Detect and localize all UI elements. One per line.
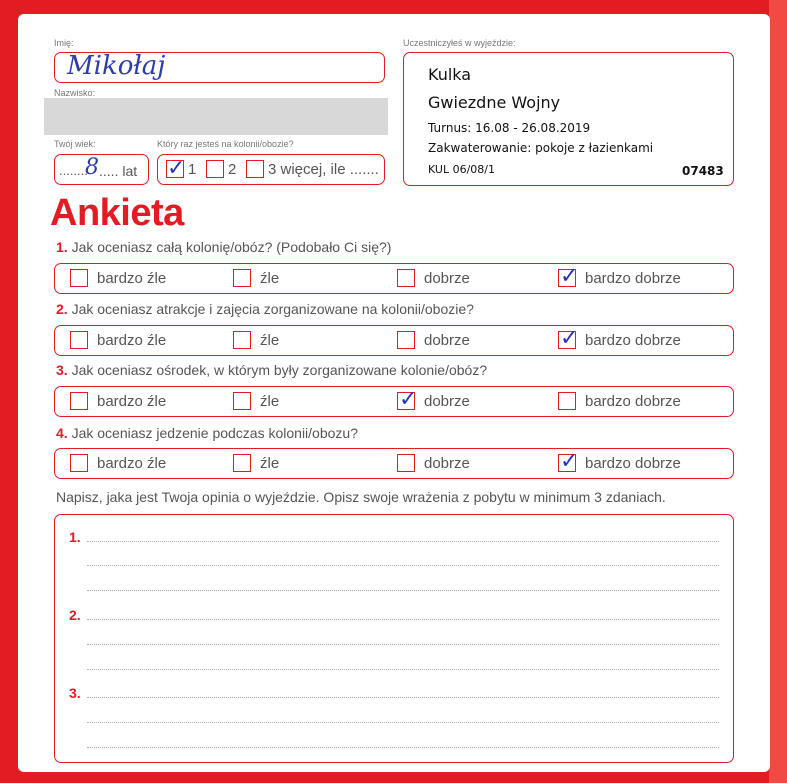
wiek-prefix: ........ [59, 163, 88, 178]
wiek-suffix: ..... lat [99, 163, 138, 179]
question-label: Jak oceniasz atrakcje i zajęcia zorganizowane na kolonii/obozie? [67, 301, 474, 317]
question-4-text [56, 425, 358, 441]
wiek-field[interactable] [54, 154, 149, 185]
answer-label: bardzo dobrze [585, 455, 681, 472]
opinion-line [87, 590, 719, 591]
question-2-answers [54, 325, 734, 356]
ktory-raz-option-3: 3 więcej, ile ....... [268, 161, 379, 178]
answer-checkbox[interactable] [70, 331, 88, 349]
check-icon: ✓ [560, 449, 579, 474]
question-1-answers [54, 263, 734, 294]
answer-label: bardzo źle [97, 455, 167, 472]
answer-checkbox[interactable] [233, 392, 251, 410]
answer-checkbox[interactable] [70, 392, 88, 410]
check-icon: ✓ [399, 387, 418, 412]
answer-label: bardzo dobrze [585, 270, 681, 287]
opinion-prompt: Napisz, jaka jest Twoja opinia o wyjeździe. Opisz swoje wrażenia z pobytu w minimum 3 zdaniach. [56, 489, 666, 505]
card-line1: Kulka [428, 65, 472, 84]
question-1-text [56, 239, 391, 255]
nazwisko-redaction [44, 98, 388, 135]
question-label: Jak oceniasz ośrodek, w którym były zorganizowane kolonie/obóz? [67, 362, 488, 378]
wiek-value: 8 [85, 155, 99, 180]
imie-label: Imię: [54, 38, 74, 48]
question-number: 1. [56, 239, 68, 255]
opinion-number-3: 3. [69, 685, 81, 701]
question-number: 3. [56, 362, 68, 378]
answer-checkbox[interactable] [397, 454, 415, 472]
check-icon: ✓ [167, 156, 186, 181]
ktory-raz-option-2: 2 [228, 161, 237, 178]
check-icon: ✓ [560, 326, 579, 351]
answer-label: dobrze [424, 393, 470, 410]
question-label: Jak oceniasz całą kolonię/obóz? (Podobało Ci się?) [67, 239, 392, 255]
question-3-answers [54, 386, 734, 417]
opinion-line [87, 541, 719, 542]
question-number: 4. [56, 425, 68, 441]
answer-checkbox[interactable] [233, 454, 251, 472]
answer-checkbox[interactable] [233, 331, 251, 349]
opinion-line [87, 722, 719, 723]
answer-label: źle [260, 270, 280, 287]
card-code-right: 07483 [682, 164, 724, 178]
question-number: 2. [56, 301, 68, 317]
card-label: Uczestniczyłeś w wyjeździe: [403, 38, 516, 48]
opinion-line [87, 697, 719, 698]
answer-checkbox[interactable] [233, 269, 251, 287]
opinion-line [87, 669, 719, 670]
card-code-left: KUL 06/08/1 [428, 163, 495, 176]
answer-label: dobrze [424, 270, 470, 287]
trip-card [403, 52, 734, 186]
ktory-raz-checkbox-3[interactable] [246, 160, 264, 178]
answer-label: źle [260, 393, 280, 410]
ktory-raz-field [157, 154, 385, 185]
ktory-raz-label: Który raz jesteś na kolonii/obozie? [157, 139, 294, 149]
answer-label: dobrze [424, 455, 470, 472]
card-line2: Gwiezdne Wojny [428, 93, 561, 112]
answer-checkbox[interactable] [70, 269, 88, 287]
answer-label: źle [260, 332, 280, 349]
check-icon: ✓ [560, 264, 579, 289]
question-2-text [56, 301, 474, 317]
answer-label: bardzo dobrze [585, 393, 681, 410]
opinion-box[interactable] [54, 514, 734, 763]
question-label: Jak oceniasz jedzenie podczas kolonii/obozu? [67, 425, 358, 441]
question-4-answers [54, 448, 734, 479]
survey-title: Ankieta [50, 192, 184, 234]
answer-checkbox[interactable] [70, 454, 88, 472]
sheet-edge [769, 0, 787, 783]
answer-checkbox[interactable] [397, 331, 415, 349]
opinion-line [87, 565, 719, 566]
answer-checkbox[interactable] [397, 269, 415, 287]
question-3-text [56, 362, 487, 378]
ktory-raz-checkbox-2[interactable] [206, 160, 224, 178]
card-turnus: Turnus: 16.08 - 26.08.2019 [428, 121, 591, 135]
opinion-line [87, 747, 719, 748]
answer-label: bardzo źle [97, 332, 167, 349]
answer-label: bardzo źle [97, 393, 167, 410]
opinion-line [87, 619, 719, 620]
answer-label: bardzo źle [97, 270, 167, 287]
answer-label: bardzo dobrze [585, 332, 681, 349]
nazwisko-label: Nazwisko: [54, 88, 96, 98]
ktory-raz-option-1: 1 [188, 161, 197, 178]
answer-checkbox[interactable] [558, 392, 576, 410]
card-zakwaterowanie: Zakwaterowanie: pokoje z łazienkami [428, 141, 654, 155]
wiek-label: Twój wiek: [54, 139, 96, 149]
imie-value: Mikołaj [67, 51, 166, 81]
answer-label: dobrze [424, 332, 470, 349]
opinion-number-1: 1. [69, 529, 81, 545]
answer-label: źle [260, 455, 280, 472]
imie-field[interactable] [54, 52, 385, 83]
opinion-number-2: 2. [69, 607, 81, 623]
opinion-line [87, 644, 719, 645]
